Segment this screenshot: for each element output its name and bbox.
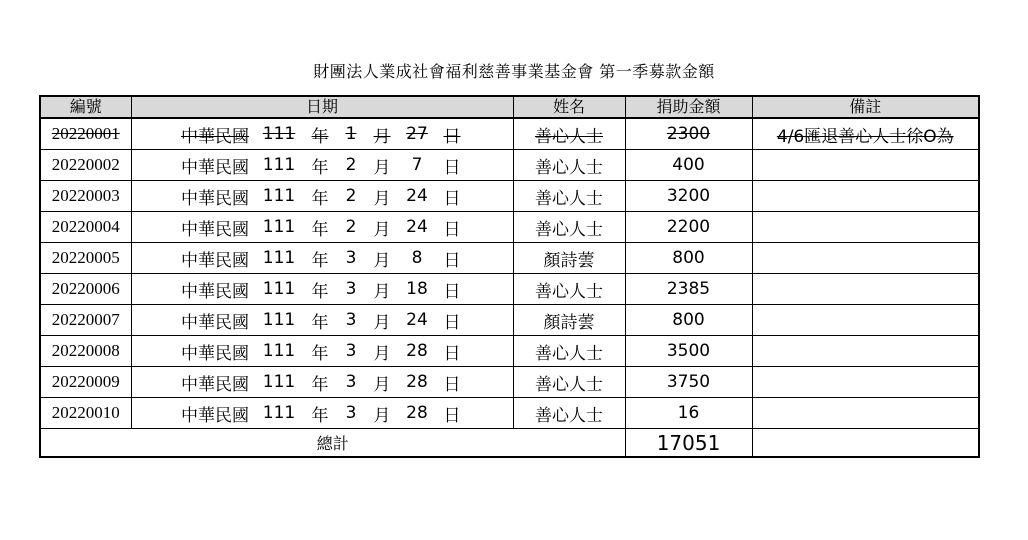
row-date (131, 367, 513, 398)
date-day: 24 (406, 310, 428, 330)
row-amount (625, 181, 752, 212)
row-code-text: 20220005 (51, 248, 120, 267)
date-year-unit: 年 (311, 405, 329, 426)
row-name (513, 367, 625, 398)
row-amount-text: 400 (672, 155, 705, 175)
date-month: 2 (345, 155, 357, 175)
row-date (131, 150, 513, 181)
row-code (40, 243, 131, 274)
donation-table (39, 95, 980, 458)
date-day: 27 (406, 124, 428, 144)
date-month-unit: 月 (373, 188, 391, 209)
date-month: 2 (345, 186, 357, 206)
row-name (513, 243, 625, 274)
date-month-unit: 月 (373, 250, 391, 271)
header-name: 姓名 (513, 96, 625, 118)
row-amount-text: 3200 (666, 186, 711, 206)
date-era: 中華民國 (181, 188, 249, 209)
header-date: 日期 (131, 96, 513, 118)
date-day-unit: 日 (443, 343, 461, 364)
row-amount-text: 800 (672, 310, 705, 330)
row-note (752, 367, 979, 398)
date-era: 中華民國 (181, 343, 249, 364)
date-month: 3 (345, 310, 357, 330)
row-code-text: 20220009 (51, 372, 120, 391)
date-day: 8 (411, 248, 423, 268)
date-year-unit: 年 (311, 281, 329, 302)
date-day: 24 (406, 186, 428, 206)
row-date (131, 398, 513, 429)
row-amount (625, 243, 752, 274)
row-name (513, 274, 625, 305)
date-year-unit: 年 (311, 374, 329, 395)
date-month: 1 (345, 124, 357, 144)
table-row (40, 336, 979, 367)
row-code-text: 20220010 (51, 403, 120, 422)
row-code (40, 274, 131, 305)
row-date (131, 336, 513, 367)
date-era: 中華民國 (181, 219, 249, 240)
date-year-unit: 年 (311, 343, 329, 364)
date-month: 3 (345, 403, 357, 423)
row-note (752, 118, 979, 150)
date-day-unit: 日 (443, 157, 461, 178)
document-title: 財團法人業成社會福利慈善事業基金會 第一季募款金額 (313, 62, 715, 81)
date-era: 中華民國 (181, 312, 249, 333)
row-code (40, 305, 131, 336)
table-row (40, 181, 979, 212)
date-day-unit: 日 (443, 281, 461, 302)
row-date (131, 274, 513, 305)
row-date (131, 118, 513, 150)
date-year: 111 (262, 124, 296, 144)
header-note: 備註 (752, 96, 979, 118)
date-year-unit: 年 (311, 157, 329, 178)
header-row (40, 96, 979, 118)
table-row (40, 274, 979, 305)
row-name-text: 顏詩蕓 (543, 250, 595, 271)
header-amount: 捐助金額 (625, 96, 752, 118)
row-name-text: 善心人士 (535, 157, 603, 178)
date-day: 28 (406, 341, 428, 361)
row-note (752, 243, 979, 274)
row-code (40, 398, 131, 429)
row-name (513, 398, 625, 429)
row-note (752, 274, 979, 305)
row-code (40, 118, 131, 150)
row-code (40, 181, 131, 212)
row-code (40, 336, 131, 367)
date-month: 3 (345, 279, 357, 299)
row-amount (625, 274, 752, 305)
row-name-text: 善心人士 (535, 281, 603, 302)
date-era: 中華民國 (181, 374, 249, 395)
date-month-unit: 月 (373, 374, 391, 395)
date-month-unit: 月 (373, 157, 391, 178)
date-year: 111 (262, 217, 296, 237)
row-name (513, 336, 625, 367)
row-code-text: 20220004 (51, 217, 120, 236)
row-date (131, 243, 513, 274)
date-era: 中華民國 (181, 281, 249, 302)
date-year: 111 (262, 372, 296, 392)
date-year-unit: 年 (311, 312, 329, 333)
row-code (40, 212, 131, 243)
row-note (752, 212, 979, 243)
total-amount: 17051 (625, 429, 752, 458)
table-row (40, 150, 979, 181)
row-amount-text: 16 (677, 403, 700, 423)
row-amount-text: 800 (672, 248, 705, 268)
table-row (40, 398, 979, 429)
date-month: 3 (345, 341, 357, 361)
date-day-unit: 日 (443, 219, 461, 240)
date-day-unit: 日 (443, 312, 461, 333)
date-year-unit: 年 (311, 219, 329, 240)
row-name (513, 150, 625, 181)
row-amount-text: 2300 (666, 124, 711, 144)
row-amount (625, 118, 752, 150)
row-amount (625, 305, 752, 336)
row-code-text: 20220002 (51, 155, 120, 174)
date-month-unit: 月 (373, 281, 391, 302)
row-code-text: 20220007 (51, 310, 120, 329)
date-year-unit: 年 (311, 250, 329, 271)
row-date (131, 212, 513, 243)
date-month: 2 (345, 217, 357, 237)
date-day: 18 (406, 279, 428, 299)
table-row (40, 212, 979, 243)
date-day-unit: 日 (443, 126, 461, 147)
date-day: 24 (406, 217, 428, 237)
row-note (752, 181, 979, 212)
row-amount-text: 2385 (666, 279, 711, 299)
row-amount-text: 2200 (666, 217, 711, 237)
date-year: 111 (262, 279, 296, 299)
table-row (40, 367, 979, 398)
date-month-unit: 月 (373, 405, 391, 426)
row-name-text: 善心人士 (535, 374, 603, 395)
date-era: 中華民國 (181, 126, 249, 147)
row-date (131, 181, 513, 212)
row-amount-text: 3500 (666, 341, 711, 361)
date-era: 中華民國 (181, 157, 249, 178)
date-day-unit: 日 (443, 405, 461, 426)
row-note (752, 336, 979, 367)
row-note (752, 398, 979, 429)
row-name-text: 善心人士 (535, 405, 603, 426)
date-day-unit: 日 (443, 250, 461, 271)
date-day-unit: 日 (443, 374, 461, 395)
row-amount-text: 3750 (666, 372, 711, 392)
date-year-unit: 年 (311, 126, 329, 147)
date-day: 28 (406, 403, 428, 423)
row-amount (625, 336, 752, 367)
row-name-text: 顏詩蕓 (543, 312, 595, 333)
date-era: 中華民國 (181, 405, 249, 426)
total-row (40, 429, 979, 458)
row-name-text: 善心人士 (535, 126, 603, 147)
date-era: 中華民國 (181, 250, 249, 271)
date-day: 28 (406, 372, 428, 392)
date-day-unit: 日 (443, 188, 461, 209)
total-note-cell (752, 429, 979, 458)
row-code-text: 20220008 (51, 341, 120, 360)
row-amount (625, 212, 752, 243)
row-code-text: 20220003 (51, 186, 120, 205)
date-year: 111 (262, 186, 296, 206)
table-row (40, 305, 979, 336)
row-code-text: 20220001 (51, 124, 120, 143)
row-code-text: 20220006 (51, 279, 120, 298)
date-year: 111 (262, 248, 296, 268)
row-name-text: 善心人士 (535, 343, 603, 364)
date-year: 111 (262, 310, 296, 330)
row-code (40, 150, 131, 181)
row-name (513, 181, 625, 212)
date-month-unit: 月 (373, 126, 391, 147)
date-year: 111 (262, 341, 296, 361)
row-code (40, 367, 131, 398)
date-year: 111 (262, 403, 296, 423)
row-note (752, 150, 979, 181)
table-row (40, 243, 979, 274)
row-name-text: 善心人士 (535, 219, 603, 240)
row-name-text: 善心人士 (535, 188, 603, 209)
row-amount (625, 367, 752, 398)
row-note (752, 305, 979, 336)
row-name (513, 305, 625, 336)
table-row (40, 118, 979, 150)
row-name (513, 118, 625, 150)
date-month-unit: 月 (373, 312, 391, 333)
date-month-unit: 月 (373, 219, 391, 240)
row-note-text: 4/6匯退善心人士徐O為 (776, 126, 954, 147)
date-month: 3 (345, 248, 357, 268)
row-amount (625, 150, 752, 181)
date-year-unit: 年 (311, 188, 329, 209)
total-label: 總計 (40, 429, 625, 458)
date-year: 111 (262, 155, 296, 175)
row-name (513, 212, 625, 243)
date-month: 3 (345, 372, 357, 392)
date-day: 7 (411, 155, 423, 175)
header-code: 編號 (40, 96, 131, 118)
date-month-unit: 月 (373, 343, 391, 364)
row-amount (625, 398, 752, 429)
row-date (131, 305, 513, 336)
